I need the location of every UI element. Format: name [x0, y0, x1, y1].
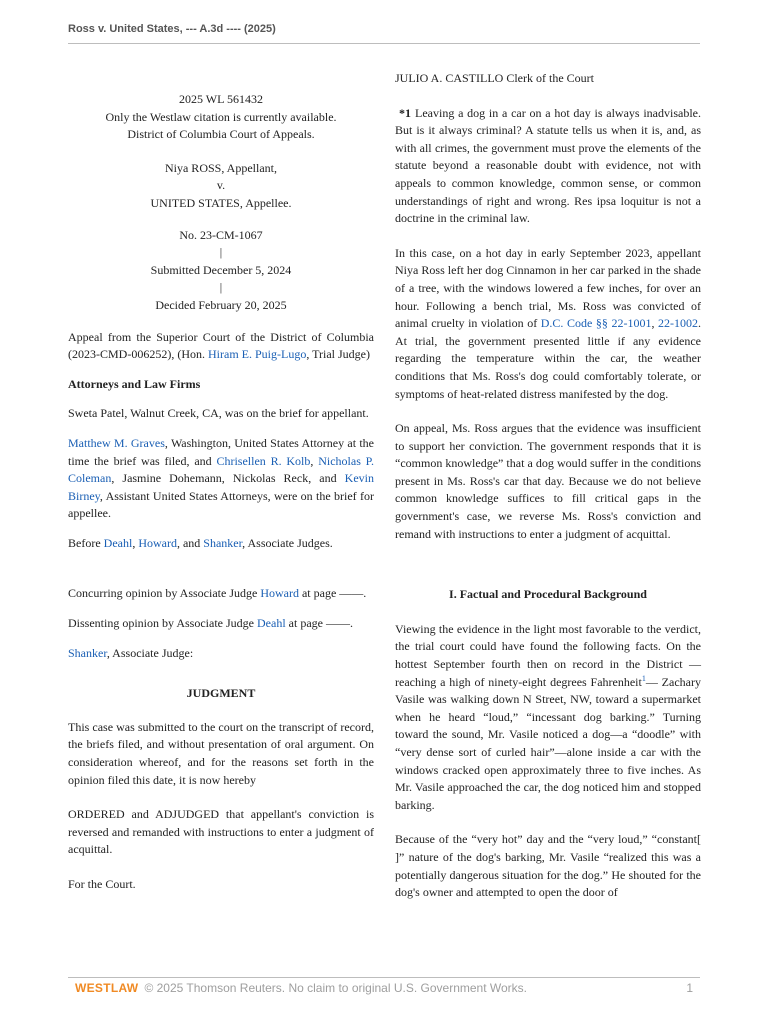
opinion-author [68, 645, 374, 663]
footer-left [75, 981, 527, 995]
concurring-opinion [68, 585, 374, 603]
paragraph-text: , [651, 316, 659, 331]
counsel-text: , Assistant United States Attorneys, were on the brief for appellee. [68, 488, 374, 521]
running-title: Ross v. United States, --- A.3d ---- (2025) [68, 23, 276, 35]
attorney-link-kolb[interactable]: Chrisellen R. Kolb [216, 453, 311, 468]
judge-link-shanker[interactable]: Shanker [203, 535, 243, 550]
header-rule [68, 43, 700, 44]
appellant-name: Niya ROSS, Appellant, [164, 160, 277, 175]
footnote-link[interactable]: 1 [641, 673, 646, 683]
opinion-paragraph: On appeal, Ms. Ross argues that the evidence was insufficient to support her conviction. The government responds that it is “common knowledge” that a dog would suffer in the conditions present in Ms. Ross's car that day. Because we do not believe common knowledge suffices to fill critical gaps in the government's case, we reverse Ms. Ross's conviction and remand with instructions to enter a judgment of acquittal. [395, 421, 701, 541]
availability-note: Only the Westlaw citation is currently available. [105, 109, 337, 124]
copyright-notice: © 2025 Thomson Reuters. No claim to original U.S. Government Works. [144, 981, 527, 995]
case-caption [68, 91, 374, 315]
submitted-date: Submitted December 5, 2024 [150, 262, 292, 277]
panel-text: , and [176, 535, 204, 550]
opinion-text: , Associate Judge: [106, 645, 194, 660]
versus: v. [216, 178, 226, 193]
court-name: District of Columbia Court of Appeals. [127, 127, 315, 142]
appeal-from [68, 329, 374, 364]
panel-text: , [132, 535, 139, 550]
attorney-link-graves[interactable]: Matthew M. Graves [68, 435, 165, 450]
counsel-text: , [310, 453, 319, 468]
left-column [68, 70, 374, 894]
right-column [395, 70, 701, 902]
attorney-link-coleman[interactable]: Nicholas P. Coleman [68, 453, 375, 486]
judge-link-deahl[interactable]: Deahl [257, 616, 286, 631]
statute-link[interactable]: D.C. Code §§ 22-1001 [540, 316, 652, 331]
statute-link[interactable]: 22-1002 [658, 316, 699, 331]
westlaw-logo: WESTLAW [75, 981, 139, 995]
counsel-text: , Jasmine Dohemann, Nickolas Reck, and [111, 471, 345, 486]
opinion-text: Dissenting opinion by Associate Judge [68, 616, 257, 631]
paragraph-text: Viewing the evidence in the light most favorable to the verdict, the trial court could have found the following facts. On the hottest September fourth then on record in the District —reaching a high of ninety-eight degrees Fahrenheit [395, 621, 701, 689]
judgment-order: ORDERED and ADJUDGED that appellant's conviction is reversed and remanded with instructions to enter a judgment of acquittal. [68, 807, 374, 857]
paragraph-text: In this case, on a hot day in early September 2023, appellant Niya Ross left her dog Cinnamon in her car parked in the shade of a tree, with the windows lowered a few inches, for over an hour. Following a bench trial, Ms. Ross was convicted of animal cruelty in violation of [395, 245, 701, 331]
docket-number: No. 23-CM-1067 [179, 227, 263, 242]
judgment-paragraph: This case was submitted to the court on the transcript of record, the briefs filed, and without presentation of oral argument. On consideration whereof, and for the reasons set forth in the opinion filed this date, it is now hereby [68, 719, 374, 787]
dissenting-opinion [68, 615, 374, 633]
paragraph-text: — Zachary Vasile was walking down N Street, NW, toward a supermarket when he heard “loud,” “incessant dog barking.” Turning toward the sound, Mr. Vasile noticed a dog—a “doodle” with “very dense sort of curled hair”—alone inside a car with the windows cracked open approximately three to five inches. As Mr. Vasile approached the car, the dog noticed him and stopped barking. [395, 674, 701, 812]
attorney-link-birney[interactable]: Kevin Birney [68, 471, 374, 503]
judge-link-deahl[interactable]: Deahl [103, 535, 133, 550]
citation: 2025 WL 561432 [179, 92, 263, 106]
page-footer [75, 981, 693, 995]
judge-link-howard[interactable]: Howard [260, 586, 299, 601]
panel-text: , Associate Judges. [242, 535, 333, 550]
page-number: 1 [686, 981, 693, 995]
footer-rule [68, 977, 700, 978]
section-heading: I. Factual and Procedural Background [449, 587, 647, 602]
counsel-text: , Washington, United States Attorney at the time the brief was filed, and [68, 435, 375, 468]
panel-text: Before [68, 535, 104, 550]
opinion-text: at page ——. [298, 586, 367, 601]
judge-link-shanker[interactable]: Shanker [68, 645, 107, 660]
panel-line [68, 535, 374, 553]
appeal-text: , Trial Judge) [306, 347, 371, 362]
trial-judge-link[interactable]: Hiram E. Puig-Lugo [208, 347, 307, 362]
opinion-text: Concurring opinion by Associate Judge [68, 586, 261, 601]
opinion-paragraph: Because of the “very hot” day and the “very loud,” “constant[ ]” nature of the dog's barking, Mr. Vasile “realized this was a potentially dangerous situation for the dog.” He shouted for the dog's owner and attempted to open the door of [395, 832, 701, 900]
opinion-paragraph [395, 245, 701, 403]
separator-bar: | [219, 245, 223, 260]
appellee-counsel [68, 435, 374, 523]
opinion-paragraph [395, 621, 701, 815]
star-page-marker: *1 [399, 105, 411, 120]
separator-bar: | [219, 280, 223, 295]
clerk-signature: JULIO A. CASTILLO Clerk of the Court [395, 71, 594, 85]
opinion-text: at page ——. [285, 616, 353, 631]
judge-link-howard[interactable]: Howard [138, 535, 177, 550]
paragraph-text: Leaving a dog in a car on a hot day is always inadvisable. But is it always criminal? A statute tells us when it is, and, as with all crimes, the government must prove the elements of the statute beyond a reasonable doubt with evidence, not with appeals to common knowledge, common sense, or common understandings of right and wrong. Res ipsa loquitur is not a doctrine in the criminal law. [395, 105, 701, 226]
attorneys-heading: Attorneys and Law Firms [68, 376, 201, 391]
decided-date: Decided February 20, 2025 [155, 297, 287, 312]
opinion-paragraph [395, 105, 701, 228]
appellant-counsel: Sweta Patel, Walnut Creek, CA, was on the brief for appellant. [68, 406, 369, 421]
appellee-name: UNITED STATES, Appellee. [150, 195, 292, 210]
paragraph-text: . At trial, the government presented little if any evidence regarding the temperature within the car, the weather conditions that Ms. Ross's dog could comfortably tolerate, or symptoms of heat-related distress manifested by the dog. [395, 316, 702, 401]
for-the-court: For the Court. [68, 877, 136, 891]
judgment-heading: JUDGMENT [186, 686, 256, 701]
appeal-text: Appeal from the Superior Court of the District of Columbia (2023-CMD-006252), (Hon. [68, 329, 374, 362]
